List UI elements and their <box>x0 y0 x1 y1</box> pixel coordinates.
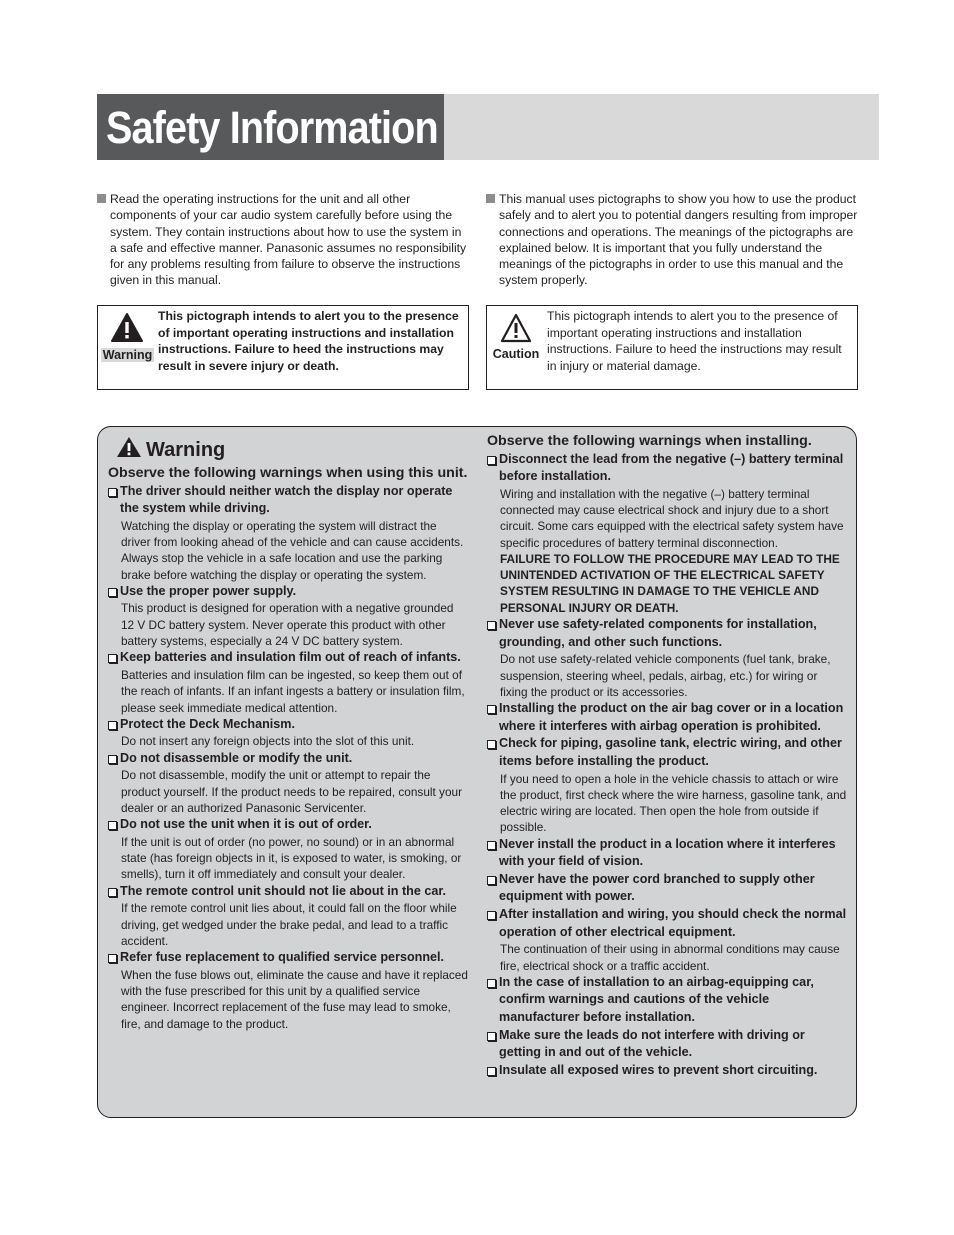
item-title-text: Never use safety-related components for installation, grounding, and other such functions. <box>499 617 817 649</box>
checkbox-bullet-icon <box>108 821 117 830</box>
list-item <box>487 906 847 974</box>
item-title <box>108 583 468 601</box>
warning-triangle-icon <box>116 436 142 458</box>
item-title <box>108 949 468 967</box>
item-title <box>108 649 468 667</box>
checkbox-bullet-icon <box>487 456 496 465</box>
checkbox-bullet-icon <box>108 888 117 897</box>
item-title-text: After installation and wiring, you should check the normal operation of other electrical equipment. <box>499 907 847 939</box>
checkbox-bullet-icon <box>487 740 496 749</box>
intro-right-text: This manual uses pictographs to show you how to use the product safely and to alert you to potential dangers resulting from improper connections and operations. The meanings of the pictographs are explained below. It is important that you fully understand the meanings of the pictographs in order to use this manual and the system properly. <box>499 192 858 288</box>
intro-left-text: Read the operating instructions for the unit and all other components of your car audio system carefully before using the system. They contain instructions about how to use the system in a safe and effective manner. Panasonic assumes no responsibility for any problems resulting from failure to observe the instructions given in this manual. <box>110 192 467 288</box>
item-body: Do not use safety-related vehicle components (fuel tank, brake, suspension, steering wheel, pedals, airbag, etc.) for wiring or fixing the product or its accessories. <box>500 652 831 699</box>
item-body: If the unit is out of order (no power, no sound) or in an abnormal state (has foreign objects in it, is exposed to water, is smoking, or smells), turn it off immediately and consult your dealer. <box>121 834 462 882</box>
item-title <box>487 871 847 906</box>
list-item <box>487 1062 847 1080</box>
intro-left <box>97 191 471 289</box>
item-title-text: Do not use the unit when it is out of order. <box>120 817 372 832</box>
right-warning-column <box>487 432 847 1079</box>
item-body: Watching the display or operating the system will distract the driver from looking ahead of the vehicle and can cause accidents. Always stop the vehicle in a safe location and use the parking brake before watching the display or operating the system. <box>121 518 464 582</box>
item-title <box>487 974 847 1027</box>
item-title-text: Use the proper power supply. <box>120 583 297 598</box>
item-title-text: Disconnect the lead from the negative (–) battery terminal before installation. <box>499 451 844 484</box>
item-title-text: Insulate all exposed wires to prevent short circuiting. <box>499 1062 818 1077</box>
bullet-square-icon <box>486 194 495 203</box>
item-title-text: Check for piping, gasoline tank, electric wiring, and other items before installing the product. <box>499 736 842 768</box>
panel-heading <box>116 436 468 463</box>
list-item <box>108 583 468 649</box>
checkbox-bullet-icon <box>108 954 117 963</box>
item-title <box>487 451 847 486</box>
right-item-list <box>487 451 847 1080</box>
list-item <box>487 974 847 1027</box>
item-title-text: The driver should neither watch the display nor operate the system while driving. <box>120 483 453 516</box>
item-title <box>487 700 847 735</box>
list-item <box>108 649 468 715</box>
bullet-square-icon <box>97 194 106 203</box>
checkbox-bullet-icon <box>487 979 496 988</box>
item-body: If the remote control unit lies about, it could fall on the floor while driving, get wedged under the brake pedal, and lead to a traffic accident. <box>121 901 457 948</box>
item-title <box>108 716 468 734</box>
item-title-text: Keep batteries and insulation film out of reach of infants. <box>120 650 461 665</box>
list-item <box>487 735 847 835</box>
checkbox-bullet-icon <box>108 654 117 663</box>
right-subhead: Observe the following warnings when installing. <box>487 433 812 449</box>
warning-icon-column <box>98 306 156 389</box>
checkbox-bullet-icon <box>487 1032 496 1041</box>
item-body: This product is designed for operation with a negative grounded 12 V DC battery system. Never operate this product with other battery systems, especially a 24 V DC battery system. <box>121 601 454 649</box>
warning-pictograph-box <box>97 305 469 390</box>
item-body: Do not disassemble, modify the unit or attempt to repair the product yourself. If the product needs to be repaired, consult your dealer or an authorized Panasonic Servicenter. <box>121 768 462 815</box>
list-item <box>487 616 847 700</box>
item-emphasis: FAILURE TO FOLLOW THE PROCEDURE MAY LEAD TO THE UNINTENDED ACTIVATION OF THE ELECTRICAL SAFETY SYSTEM RESULTING IN DAMAGE TO THE VEHICLE AND PERSONAL INJURY OR DEATH. <box>500 551 840 615</box>
checkbox-bullet-icon <box>487 1067 496 1076</box>
item-title <box>487 1027 847 1062</box>
caution-pictograph-box <box>486 305 858 390</box>
caution-description: This pictograph intends to alert you to the presence of important operating instructions and installation instructions. Failure to heed the instructions may result in injury or material damage. <box>547 309 842 373</box>
left-item-list <box>108 483 468 1032</box>
list-item <box>487 871 847 906</box>
list-item <box>487 836 847 871</box>
item-title-text: Refer fuse replacement to qualified service personnel. <box>120 950 445 965</box>
checkbox-bullet-icon <box>487 705 496 714</box>
item-title <box>108 750 468 768</box>
list-item <box>108 949 468 1032</box>
item-title-text: Never install the product in a location where it interferes with your field of vision. <box>499 836 836 869</box>
item-title <box>487 1062 847 1080</box>
list-item <box>108 483 468 583</box>
caution-triangle-icon <box>499 312 533 344</box>
item-title <box>487 836 847 871</box>
item-body: Wiring and installation with the negative (–) battery terminal connected may cause electrical shock and injury due to a short circuit. Some cars equipped with the electrical safety system have specific procedures of battery terminal disconnection. <box>500 486 844 550</box>
page-title: Safety Information <box>106 102 438 153</box>
item-body: When the fuse blows out, eliminate the cause and have it replaced with the fuse prescribed for this unit by a qualified service engineer. Incorrect replacement of the fuse may lead to smoke, fire, and damage to the product. <box>121 967 468 1031</box>
list-item <box>487 1027 847 1062</box>
item-title-text: In the case of installation to an airbag-equipping car, confirm warnings and cautions of the vehicle manufacturer before installation. <box>499 974 814 1025</box>
item-title <box>108 883 468 901</box>
warning-triangle-icon <box>110 312 144 344</box>
caution-label: Caution <box>492 347 540 361</box>
list-item <box>108 750 468 816</box>
left-subhead: Observe the following warnings when using this unit. <box>108 465 468 481</box>
list-item <box>487 451 847 617</box>
item-body: Batteries and insulation film can be ingested, so keep them out of the reach of infants. If an infant ingests a battery or insulation film, please seek immediate medical attention. <box>121 667 465 715</box>
checkbox-bullet-icon <box>108 721 117 730</box>
item-body: If you need to open a hole in the vehicle chassis to attach or wire the product, first check where the wire harness, gasoline tank, and electric wiring are located. Then open the hole from outside if possible. <box>500 771 847 835</box>
left-warning-column <box>108 436 468 1032</box>
item-title <box>108 483 468 518</box>
caution-icon-column <box>487 306 545 389</box>
checkbox-bullet-icon <box>487 841 496 850</box>
item-body: Do not insert any foreign objects into the slot of this unit. <box>121 734 415 749</box>
item-title <box>487 735 847 770</box>
item-title <box>487 616 847 651</box>
list-item <box>108 716 468 750</box>
item-title-text: Never have the power cord branched to supply other equipment with power. <box>499 871 815 904</box>
item-title-text: The remote control unit should not lie about in the car. <box>120 883 447 898</box>
item-body: The continuation of their using in abnormal conditions may cause fire, electrical shock or a traffic accident. <box>500 942 840 973</box>
item-title-text: Do not disassemble or modify the unit. <box>120 750 353 765</box>
item-title-text: Make sure the leads do not interfere with driving or getting in and out of the vehicle. <box>499 1027 805 1060</box>
checkbox-bullet-icon <box>108 488 117 497</box>
checkbox-bullet-icon <box>487 621 496 630</box>
item-title <box>108 816 468 834</box>
item-title-text: Installing the product on the air bag cover or in a location where it interferes with airbag operation is prohibited. <box>499 701 844 733</box>
list-item <box>108 883 468 949</box>
checkbox-bullet-icon <box>487 876 496 885</box>
panel-heading-text: Warning <box>146 439 226 461</box>
list-item <box>487 700 847 735</box>
checkbox-bullet-icon <box>108 755 117 764</box>
intro-right <box>486 191 858 289</box>
warning-label: Warning <box>102 348 153 362</box>
checkbox-bullet-icon <box>487 911 496 920</box>
checkbox-bullet-icon <box>108 588 117 597</box>
list-item <box>108 816 468 882</box>
item-title <box>487 906 847 941</box>
item-title-text: Protect the Deck Mechanism. <box>120 716 295 731</box>
warning-description: This pictograph intends to alert you to the presence of important operating instructions and installation instructions. Failure to heed the instructions may result in severe injury or death. <box>158 309 459 373</box>
